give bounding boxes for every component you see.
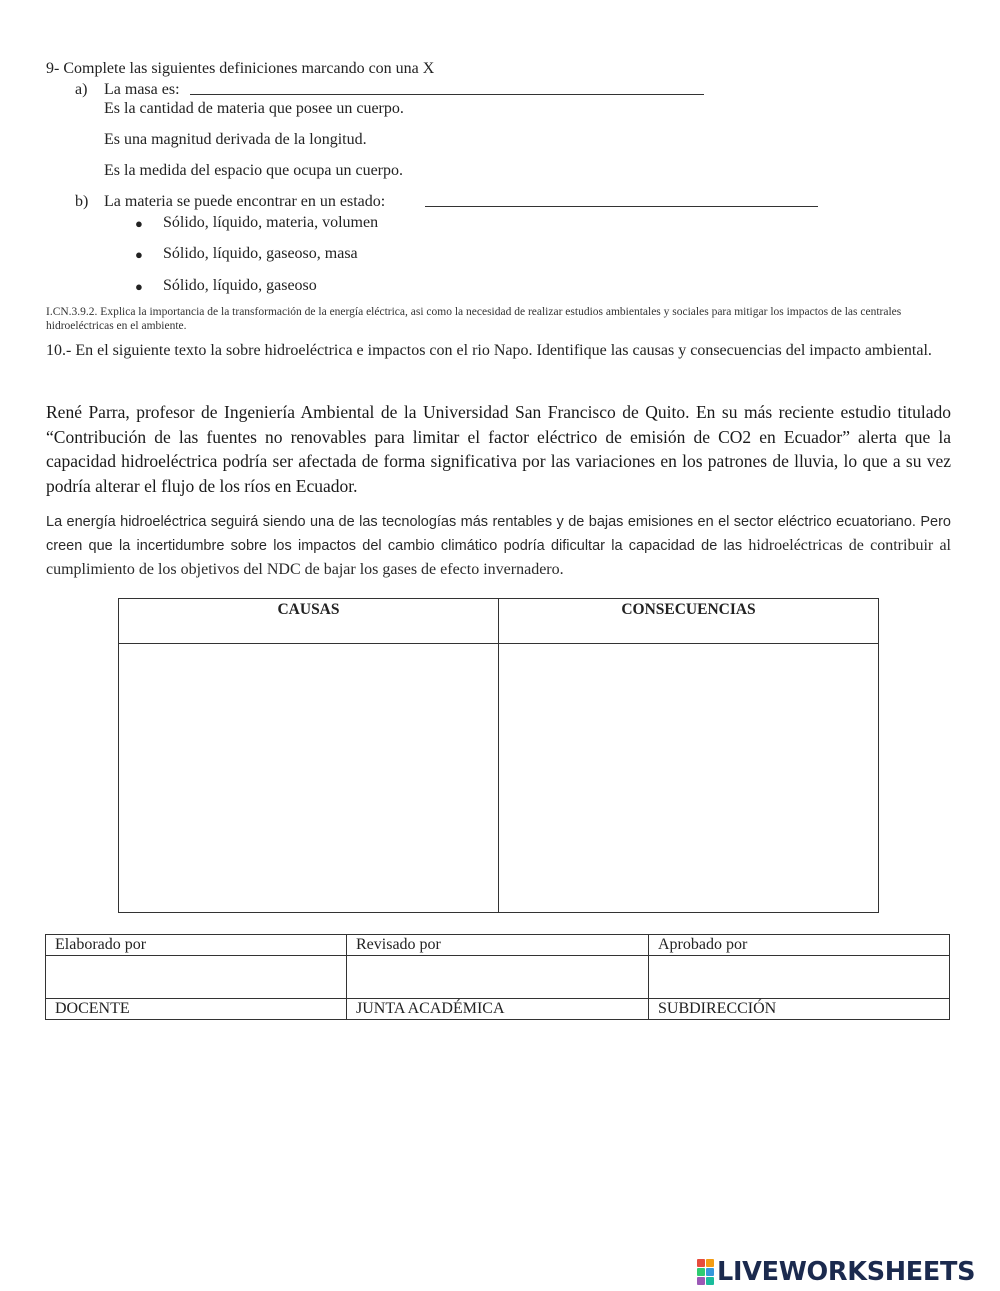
bullet-icon: ● (135, 216, 143, 231)
causes-consequences-table (118, 598, 879, 913)
liveworksheets-logo (697, 1257, 975, 1287)
option-9b-3[interactable]: Sólido, líquido, gaseoso (163, 277, 317, 294)
signature-cell-subdireccion[interactable] (649, 956, 950, 999)
logo-mark-icon (697, 1259, 714, 1285)
signature-cell-junta[interactable] (347, 956, 649, 999)
role-docente: DOCENTE (46, 999, 347, 1020)
causes-cell[interactable] (119, 644, 499, 913)
option-9b-2[interactable]: Sólido, líquido, gaseoso, masa (163, 245, 358, 262)
answer-blank-9b[interactable] (425, 192, 818, 207)
logo-square (706, 1259, 714, 1267)
question-9a-marker: a) (75, 81, 88, 98)
signature-cell-docente[interactable] (46, 956, 347, 999)
logo-square (697, 1277, 705, 1285)
reading-paragraph-1: René Parra, profesor de Ingeniería Ambiental de la Universidad San Francisco de Quito. En su más reciente estudio titulado “Contribución de las fuentes no renovables para limitar el factor eléctrico de emisión de CO2 en Ecuador” alerta que la capacidad hidroeléctrica podría ser afectada de forma significativa por las variaciones en los patrones de lluvia, lo que a su vez podría alterar el flujo de los ríos en Ecuador. (46, 402, 951, 496)
header-elaborado: Elaborado por (46, 935, 347, 956)
reading-paragraph-2-main: La energía hidroeléctrica seguirá siendo una de las tecnologías más rentables y de bajas emisiones en el sector eléctrico ecuatoriano. Pero creen que la incertidumbre sobre los impactos del cambio climático podría dificultar la capacidad de las (46, 514, 951, 554)
answer-blank-9a[interactable] (190, 80, 704, 95)
question-9-title: 9- Complete las siguientes definiciones marcando con una X (46, 60, 435, 77)
causes-header: CAUSAS (119, 599, 499, 644)
option-9b-1[interactable]: Sólido, líquido, materia, volumen (163, 214, 379, 231)
consequences-header: CONSECUENCIAS (499, 599, 879, 644)
bullet-icon: ● (135, 247, 143, 262)
header-revisado: Revisado por (347, 935, 649, 956)
bullet-icon: ● (135, 279, 143, 294)
consequences-cell[interactable] (499, 644, 879, 913)
role-subdireccion: SUBDIRECCIÓN (649, 999, 950, 1020)
question-10-title: 10.- En el siguiente texto la sobre hidroeléctrica e impactos con el rio Napo. Identifique las causas y consecuencias del impacto ambiental. (46, 342, 932, 359)
reading-paragraph-2-last: hidroeléctricas de contribuir al cumplimiento de los objetivos del NDC de bajar los gases de efecto invernadero. (46, 537, 952, 578)
logo-square (697, 1259, 705, 1267)
option-9a-2[interactable]: Es una magnitud derivada de la longitud. (104, 131, 367, 148)
logo-square (706, 1277, 714, 1285)
header-aprobado: Aprobado por (649, 935, 950, 956)
learning-indicator: I.CN.3.9.2. Explica la importancia de la transformación de la energía eléctrica, asi como la necesidad de realizar estudios ambientales y sociales para mitigar los impactos de las centrales hidroeléctricas en el ambiente. (46, 306, 902, 332)
logo-text: LIVEWORKSHEETS (717, 1257, 976, 1287)
reading-paragraph-2 (46, 510, 951, 582)
logo-square (697, 1268, 705, 1276)
question-9b-marker: b) (75, 193, 89, 210)
option-9a-3[interactable]: Es la medida del espacio que ocupa un cuerpo. (104, 162, 403, 179)
option-9a-1[interactable]: Es la cantidad de materia que posee un cuerpo. (104, 100, 404, 117)
signature-table (45, 934, 950, 1020)
logo-square (706, 1268, 714, 1276)
question-9a-label: La masa es: (104, 81, 180, 98)
role-junta: JUNTA ACADÉMICA (347, 999, 649, 1020)
question-9b-label: La materia se puede encontrar en un estado: (104, 193, 386, 210)
